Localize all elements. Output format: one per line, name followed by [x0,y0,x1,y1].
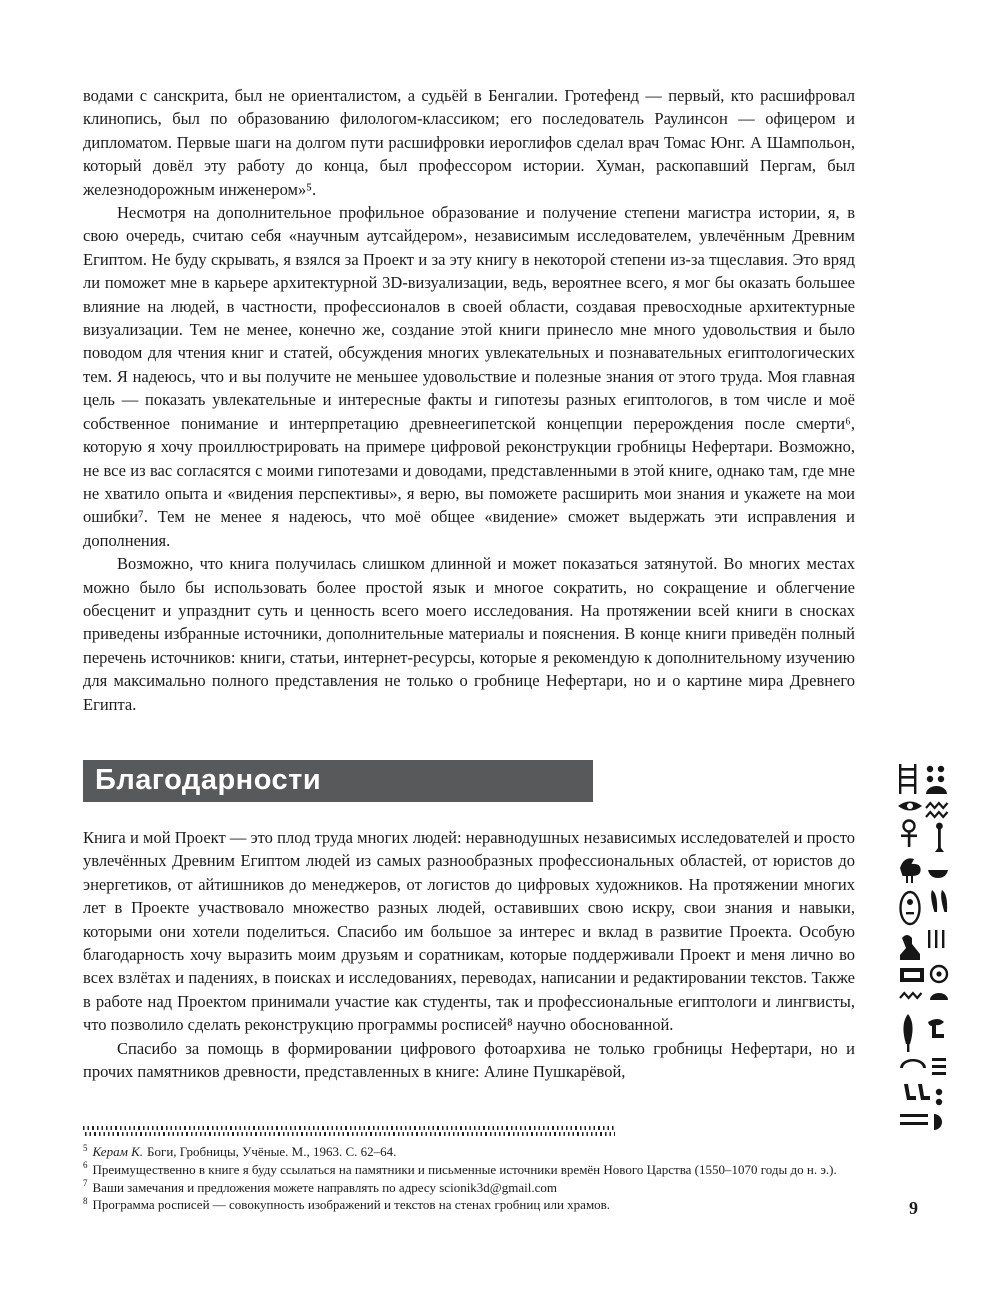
page-number: 9 [909,1198,918,1218]
paragraph-author-background: Несмотря на дополнительное профильное образование и получение степени магистра истории, я, в свою очередь, считаю себя «научным аутсайдером», независимым исследователем, увлечённым Древним Египтом. Не буду скрывать, я взялся за Проект и за эту книгу в некоторой степени из-за тщеславия. Это вряд ли поможет мне в карьере архитектурной 3D-визуализации, ведь, вероятнее всего, я мог бы оказать большее влияние на людей, в частности, профессионалов в своей области, создавая превосходные архитектурные визуализации. Тем не менее, конечно же, создание этой книги принесло мне много удовольствия и было поводом для чтения книг и статей, обсуждения многих увлекательных и познавательных египтологических тем. Я надеюсь, что и вы получите не меньшее удовольствие и полезные знания от этого труда. Моя главная цель — показать увлекательные и интересные факты и гипотезы разных египтологов, в том числе и моё собственное понимание и интерпретацию древнеегипетской концепции перерождения после смерти⁶, которую я хочу проиллюстрировать на примере цифровой реконструкции гробницы Нефертари. Возможно, не все из вас согласятся с моими гипотезами и доводами, представленными в этой книге, однако там, где мне не хватило опыта и «видения перспективы», я верю, вы поможете расширить мои знания и укажете на мои ошибки⁷. Тем не менее я надеюсь, что моё общее «видение» сможет выдержать эти исправления и дополнения. [83,203,855,550]
footnote [83,1180,855,1197]
paragraph-book-length: Возможно, что книга получилась слишком длинной и может показаться затянутой. Во многих местах можно было бы использовать более простой язык и многое сократить, но сокращение и облегчение обесценит и упразднит суть и ценность всего моего исследования. На протяжении всей книги в сносках приведены избранные источники, дополнительные материалы и пояснения. В конце книги приведён полный перечень источников: книги, статьи, интернет-ресурсы, которые я рекомендую к дополнительному изучению для максимально полного представления не только о гробнице Нефертари, но и о картине мира Древнего Египта. [83,554,855,714]
footnote-marker: 5 [83,1142,88,1153]
footnote [83,1144,855,1161]
paragraph-photo-archive-thanks: Спасибо за помощь в формировании цифрового фотоархива не только гробницы Нефертари, но и прочих памятников древности, представленных в книге: Алине Пушкарёвой, [83,1038,855,1082]
footnote-area [83,1126,855,1215]
footnote [83,1197,855,1214]
footnote-text: Боги, Гробницы, Учёные. М., 1963. С. 62–64. [147,1144,397,1159]
footnote-marker: 8 [83,1196,88,1207]
footnote-marker: 6 [83,1160,88,1171]
footnote [83,1162,855,1179]
footnotes [83,1144,855,1214]
section-heading-bar [83,760,593,802]
section-heading: Благодарности [95,764,322,797]
hieroglyphs-svg [894,762,952,1136]
footnote-marker: 7 [83,1178,88,1189]
hieroglyph-column-icon [894,762,952,1136]
footnote-text: Ваши замечания и предложения можете направлять по адресу scionik3d@gmail.com [92,1179,558,1195]
paragraph-continuation: водами с санскрита, был не ориенталистом, а судьёй в Бенгалии. Гротефенд — первый, кто расшифровал клинопись, был по образованию филологом-классиком; его последователь Раулинсон — офицером и дипломатом. Первые шаги на долгом пути расшифровки иероглифов сделал врач Томас Юнг. А Шампольон, который довёл эту работу до конца, был профессором истории. Хуман, раскопавший Пергам, был железнодорожным инженером»⁵. [83,86,855,199]
footnote-author: Керам К. [92,1144,144,1159]
text-column [83,84,855,1083]
footnote-text: Программа росписей — совокупность изображений и текстов на стенах гробниц или храмов. [92,1197,611,1213]
footnote-text: Преимущественно в книге я буду ссылаться на памятники и письменные источники времён Нового Царства (1550–1070 годы до н. э.). [92,1161,837,1177]
paragraph-acknowledgments-intro: Книга и мой Проект — это плод труда многих людей: неравнодушных независимых исследователей и просто увлечённых Древним Египтом людей из самых разнообразных профессиональных областей, от юристов до энергетиков, от айтишников до менеджеров, от логистов до цифровых художников. На протяжении многих лет в Проекте участвовало множество разных людей, оставивших свою искру, свои знания и навыки, которыми они хотели поделиться. Спасибо им большое за интерес и вклад в развитие Проекта. Особую благодарность хочу выразить моим друзьям и соратникам, которые поддерживали Проект и меня лично во всех взлётах и падениях, в поисках и исследованиях, переводах, написании и редактировании текстов. Также в работе над Проектом принимали участие как студенты, так и профессиональные египтологи и лингвисты, что позволило сделать реконструкцию программы росписей⁸ научно обоснованной. [83,827,855,1035]
footnote-separator-icon [83,1126,615,1136]
